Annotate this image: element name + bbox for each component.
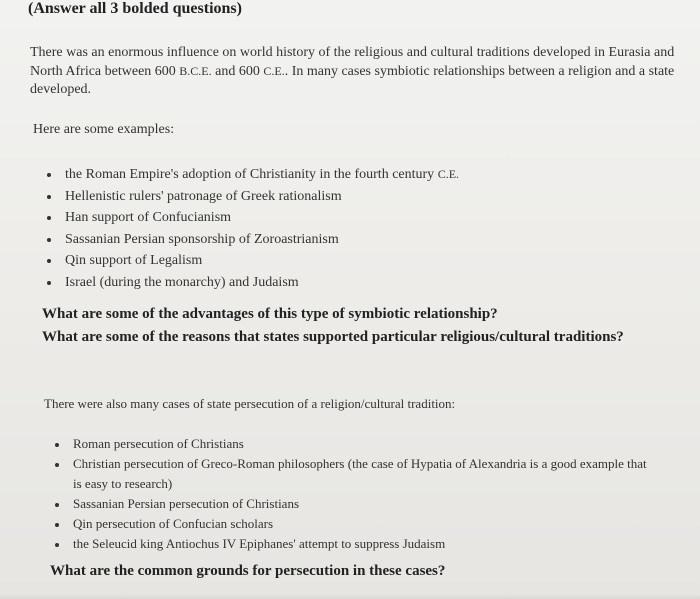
list-item: Qin persecution of Confucian scholars [50,514,650,534]
list-item: Sassanian Persian sponsorship of Zoroastrianism [42,229,642,251]
ce-abbrev: C.E. [437,167,460,181]
intro-text-part3: . In many cases symbiotic relationships between a religion and a state developed. [30,64,675,97]
list-item: Sassanian Persian persecution of Christians [50,494,650,514]
persecution-intro: There were also many cases of state persecution of a religion/cultural tradition: [44,396,456,411]
examples-list [42,164,642,293]
question-2: What are some of the reasons that states supported particular religious/cultural traditions? [42,329,624,345]
list-item: Han support of Confucianism [42,207,642,229]
persecution-list [50,434,650,554]
list-item: Christian persecution of Greco-Roman philosophers (the case of Hypatia of Alexandria is a good example that is easy to research) [50,454,650,494]
intro-paragraph [30,44,680,99]
examples-label: Here are some examples: [33,122,175,137]
bce-abbrev: B.C.E. [179,64,212,78]
bold-questions [42,303,662,349]
question-1: What are some of the advantages of this type of symbiotic relationship? [42,306,498,322]
list-item: Hellenistic rulers' patronage of Greek rationalism [42,186,642,208]
question-3: What are the common grounds for persecution in these cases? [50,563,446,579]
example-text: the Roman Empire's adoption of Christianity in the fourth century [65,167,438,182]
ce-abbrev: C.E. [263,64,285,78]
list-item: Israel (during the monarchy) and Judaism [42,272,642,294]
list-item [42,164,642,186]
instructions-heading: (Answer all 3 bolded questions) [28,0,242,17]
page-bottom-edge [0,594,700,599]
list-item: Qin support of Legalism [42,250,642,272]
intro-text-part2: and 600 [211,64,264,79]
list-item: Roman persecution of Christians [50,434,650,454]
intro-text-part1: There was an enormous influence on world history of the religious and cultural traditions developed in Eurasia and North Africa between 600 [30,45,675,79]
list-item: the Seleucid king Antiochus IV Epiphanes' attempt to suppress Judaism [50,534,650,554]
